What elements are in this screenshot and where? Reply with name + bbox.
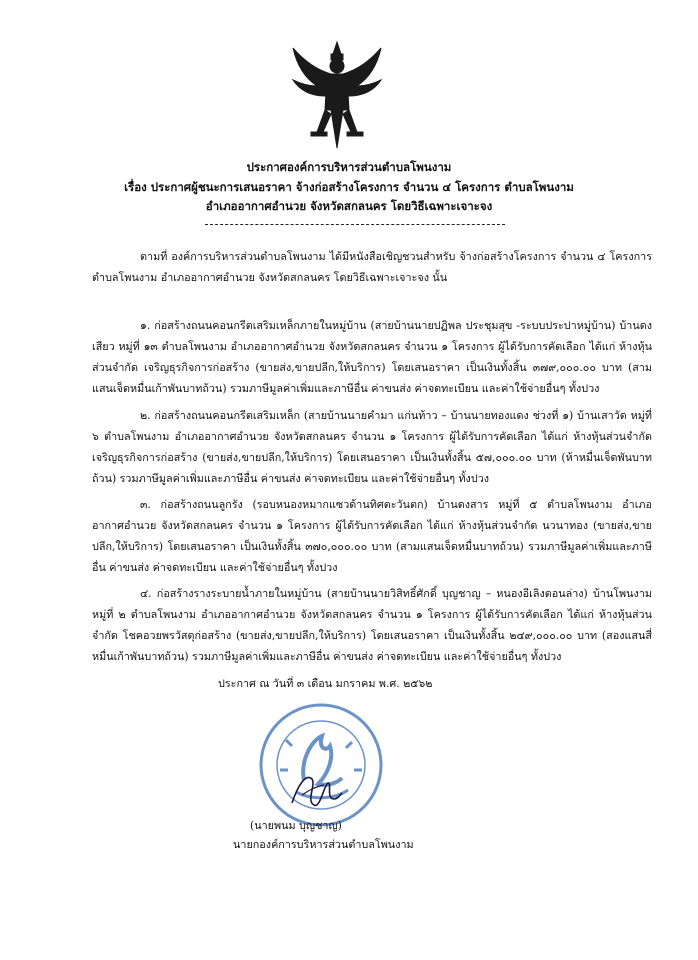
signer-title: นายกองค์การบริหารส่วนตำบลโพนงาม xyxy=(233,838,414,851)
header-line-1: ประกาศองค์การบริหารส่วนตำบลโพนงาม xyxy=(246,160,452,174)
intro-paragraph: ตามที่ องค์การบริหารส่วนตำบลโพนงาม ได้มีหนังสือเชิญชวนสำหรับ จ้างก่อสร้างโครงการ จำนวน ๔ โครงการ ตำบลโพนงาม อำเภออากาศอำนวย จังหวัดสกลนคร โดยวิธีเฉพาะเจาะจง นั้น xyxy=(92,250,652,284)
project-3-paragraph: ๓. ก่อสร้างถนนลูกรัง (รอบหนองหมากแซวด้านทิศตะวันตก) บ้านดงสาร หมู่ที่ ๕ ตำบลโพนงาม อำเภออากาศอำนวย จังหวัดสกลนคร จำนวน ๑ โครงการ ผู้ได้รับการคัดเลือก ได้แก่ ห้างหุ้นส่วนจำกัด นวนาทอง (ขายส่ง,ขายปลีก,ให้บริการ) โดยเสนอราคา เป็นเงินทั้งสิ้น ๓๗๐,๐๐๐.๐๐ บาท (สามแสนเจ็ดหมื่นบาทถ้วน) รวมภาษีมูลค่าเพิ่มและภาษีอื่น ค่าขนส่ง ค่าจดทะเบียน และค่าใช้จ่ายอื่นๆ ทั้งปวง xyxy=(92,498,652,574)
document-header xyxy=(0,158,698,217)
signature-icon xyxy=(284,765,344,815)
project-2-paragraph: ๒. ก่อสร้างถนนคอนกรีตเสริมเหล็ก (สายบ้านนายคำมา แก่นท้าว – บ้านนายทองแดง ช่วงที่ ๑) บ้านเสาวัด หมู่ที่ ๖ ตำบลโพนงาม อำเภออากาศอำนวย จังหวัดสกลนคร จำนวน ๑ โครงการ ผู้ได้รับการคัดเลือก ได้แก่ ห้างหุ้นส่วนจำกัด เจริญธุรกิจการก่อสร้าง (ขายส่ง,ขายปลีก,ให้บริการ) โดยเสนอราคา เป็นเงินทั้งสิ้น ๕๗,๐๐๐.๐๐ บาท (ห้าหมื่นเจ็ดพันบาทถ้วน) รวมภาษีมูลค่าเพิ่มและภาษีอื่น ค่าขนส่ง ค่าจดทะเบียน และค่าใช้จ่ายอื่นๆ ทั้งปวง xyxy=(92,409,652,485)
header-line-3: อำเภออากาศอำนวย จังหวัดสกลนคร โดยวิธีเฉพาะเจาะจง xyxy=(205,199,493,213)
garuda-emblem-icon xyxy=(287,40,387,152)
signer-name: (นายพนม บุญชาญ) xyxy=(250,819,342,832)
project-1-paragraph: ๑. ก่อสร้างถนนคอนกรีตเสริมเหล็กภายในหมู่บ้าน (สายบ้านนายปฏิพล ประชุมสุข -ระบบประปาหมู่บ้าน) บ้านดงเสียว หมู่ที่ ๑๓ ตำบลโพนงาม อำเภออากาศอำนวย จังหวัดสกลนคร จำนวน ๑ โครงการ ผู้ได้รับการคัดเลือก ได้แก่ ห้างหุ้นส่วนจำกัด เจริญธุรกิจการก่อสร้าง (ขายส่ง,ขายปลีก,ให้บริการ) โดยเสนอราคา เป็นเงินทั้งสิ้น ๓๗๙,๐๐๐.๐๐ บาท (สามแสนเจ็ดหมื่นเก้าพันบาทถ้วน) รวมภาษีมูลค่าเพิ่มและภาษีอื่น ค่าขนส่ง ค่าจดทะเบียน และค่าใช้จ่ายอื่นๆ ทั้งปวง xyxy=(92,319,652,395)
header-divider xyxy=(205,224,505,225)
project-4-paragraph: ๔. ก่อสร้างรางระบายน้ำภายในหมู่บ้าน (สายบ้านนายวิสิทธิ์ศักดิ์ บุญชาญ – หนองอีเลิงตอนล่าง) บ้านโพนงาม หมู่ที่ ๒ ตำบลโพนงาม อำเภออากาศอำนวย จังหวัดสกลนคร จำนวน ๑ โครงการ ผู้ได้รับการคัดเลือก ได้แก่ ห้างหุ้นส่วนจำกัด โชคอวยพรวัสดุก่อสร้าง (ขายส่ง,ขายปลีก,ให้บริการ) โดยเสนอราคา เป็นเงินทั้งสิ้น ๒๔๙,๐๐๐.๐๐ บาท (สองแสนสี่หมื่นเก้าพันบาทถ้วน) รวมภาษีมูลค่าเพิ่มและภาษีอื่น ค่าขนส่ง ค่าจดทะเบียน และค่าใช้จ่ายอื่นๆ ทั้งปวง xyxy=(92,587,652,663)
announcement-date: ประกาศ ณ วันที่ ๓ เดือน มกราคม พ.ศ. ๒๕๖๒ xyxy=(218,677,433,690)
header-line-2: เรื่อง ประกาศผู้ชนะการเสนอราคา จ้างก่อสร้างโครงการ จำนวน ๔ โครงการ ตำบลโพนงาม xyxy=(124,179,574,194)
